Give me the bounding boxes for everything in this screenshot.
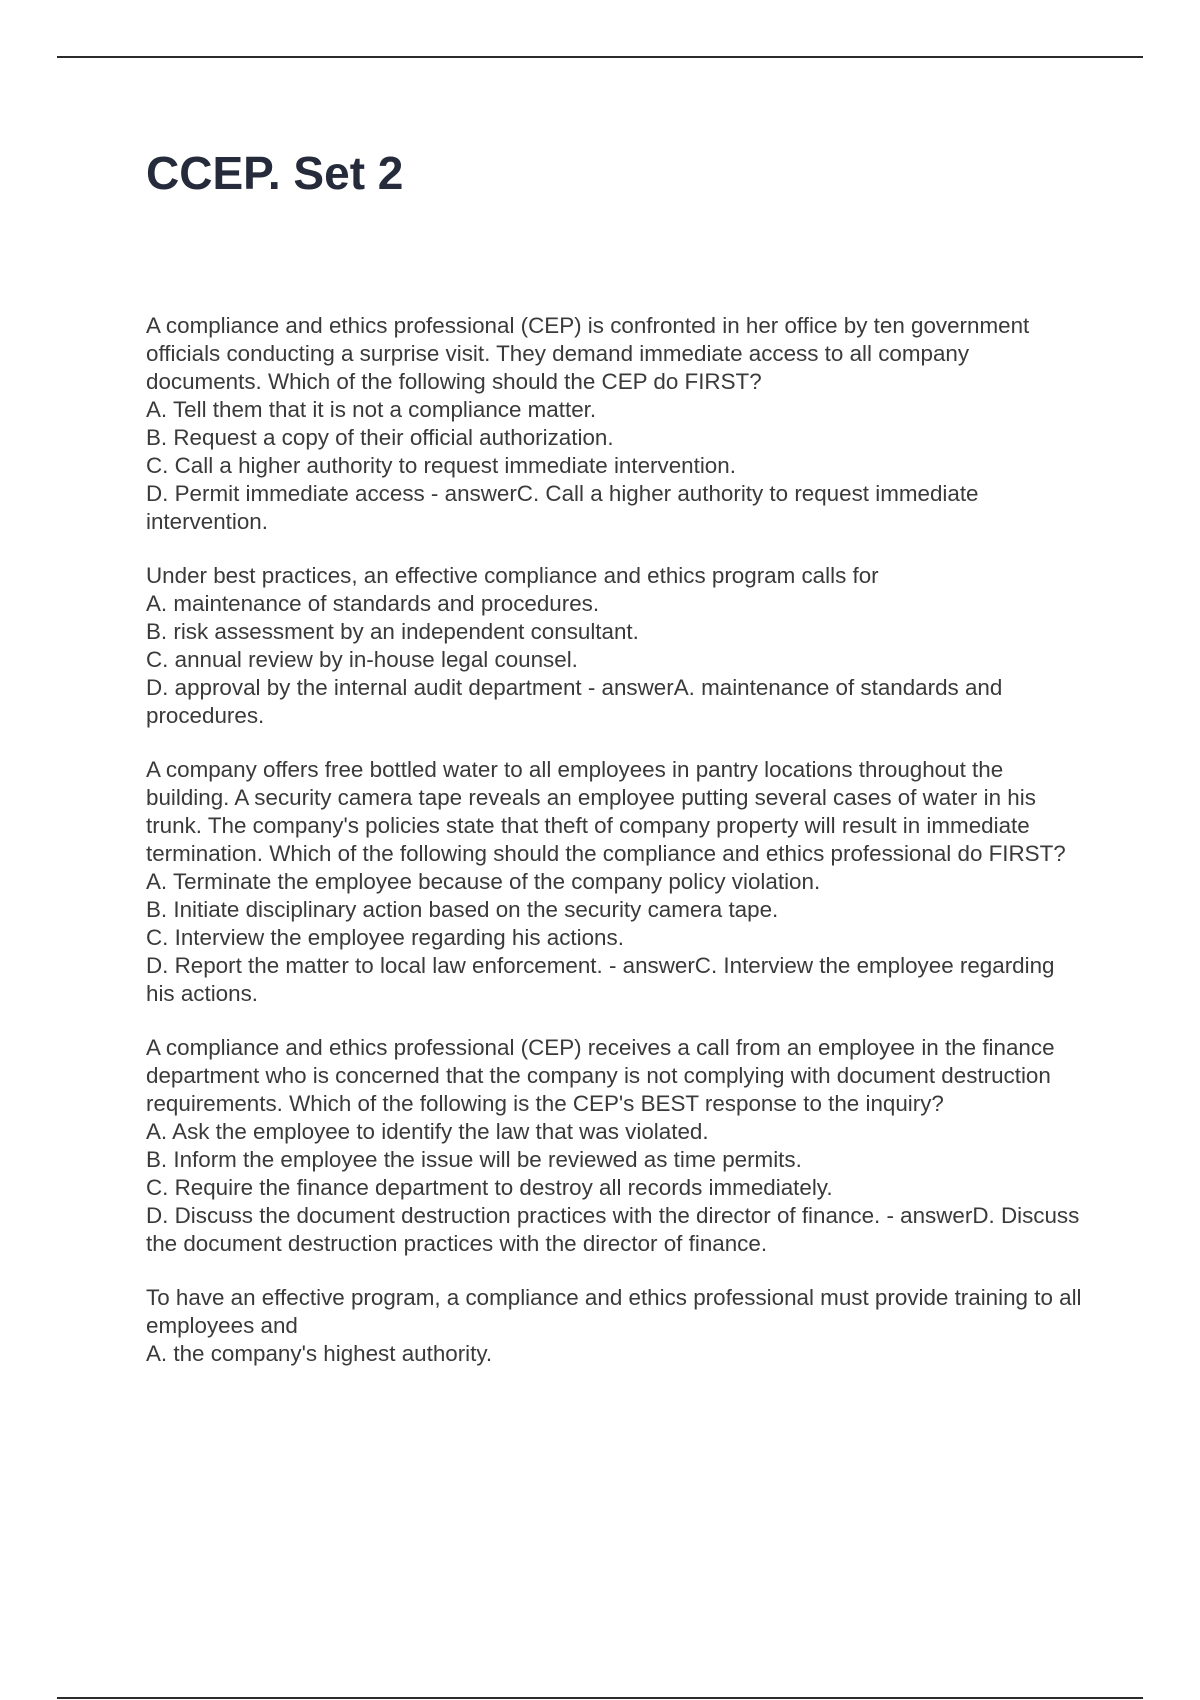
option-d-with-answer: D. approval by the internal audit department - answerA. maintenance of standards and procedures. <box>146 675 1003 728</box>
question-block-4 <box>146 1034 1086 1258</box>
option-a: A. Tell them that it is not a compliance matter. <box>146 397 597 422</box>
question-block-3 <box>146 756 1086 1008</box>
page-title: CCEP. Set 2 <box>146 147 404 199</box>
question-block-2 <box>146 562 1086 730</box>
option-b: B. risk assessment by an independent consultant. <box>146 619 639 644</box>
option-c: C. Interview the employee regarding his actions. <box>146 925 624 950</box>
option-a: A. maintenance of standards and procedures. <box>146 591 600 616</box>
option-b: B. Request a copy of their official authorization. <box>146 425 614 450</box>
option-c: C. Call a higher authority to request immediate intervention. <box>146 453 736 478</box>
question-block-1 <box>146 312 1086 536</box>
question-text: A compliance and ethics professional (CEP) is confronted in her office by ten government officials conducting a surprise visit. They demand immediate access to all company documents. Which of the following should the CEP do FIRST? <box>146 313 1030 394</box>
option-d-with-answer: D. Permit immediate access - answerC. Call a higher authority to request immediate intervention. <box>146 481 979 534</box>
question-text: A compliance and ethics professional (CEP) receives a call from an employee in the finance department who is concerned that the company is not complying with document destruction requirements. Which of the following is the CEP's BEST response to the inquiry? <box>146 1035 1055 1116</box>
question-text: Under best practices, an effective compliance and ethics program calls for <box>146 563 879 588</box>
option-c: C. Require the finance department to destroy all records immediately. <box>146 1175 833 1200</box>
option-b: B. Inform the employee the issue will be reviewed as time permits. <box>146 1147 802 1172</box>
top-divider <box>57 56 1143 58</box>
question-block-5 <box>146 1284 1086 1368</box>
option-b: B. Initiate disciplinary action based on the security camera tape. <box>146 897 779 922</box>
option-d-with-answer: D. Discuss the document destruction practices with the director of finance. - answerD. Discuss the document destruction practices with the director of finance. <box>146 1203 1080 1256</box>
question-text: A company offers free bottled water to all employees in pantry locations throughout the building. A security camera tape reveals an employee putting several cases of water in his trunk. The company's policies state that theft of company property will result in immediate termination. Which of the following should the compliance and ethics professional do FIRST? <box>146 757 1066 866</box>
option-a: A. Ask the employee to identify the law that was violated. <box>146 1119 709 1144</box>
question-text: To have an effective program, a compliance and ethics professional must provide training to all employees and <box>146 1285 1082 1338</box>
option-a: A. Terminate the employee because of the company policy violation. <box>146 869 821 894</box>
document-body <box>146 312 1086 1394</box>
option-d-with-answer: D. Report the matter to local law enforcement. - answerC. Interview the employee regarding his actions. <box>146 953 1055 1006</box>
option-c: C. annual review by in-house legal counsel. <box>146 647 578 672</box>
bottom-divider <box>57 1697 1143 1699</box>
option-a: A. the company's highest authority. <box>146 1341 493 1366</box>
